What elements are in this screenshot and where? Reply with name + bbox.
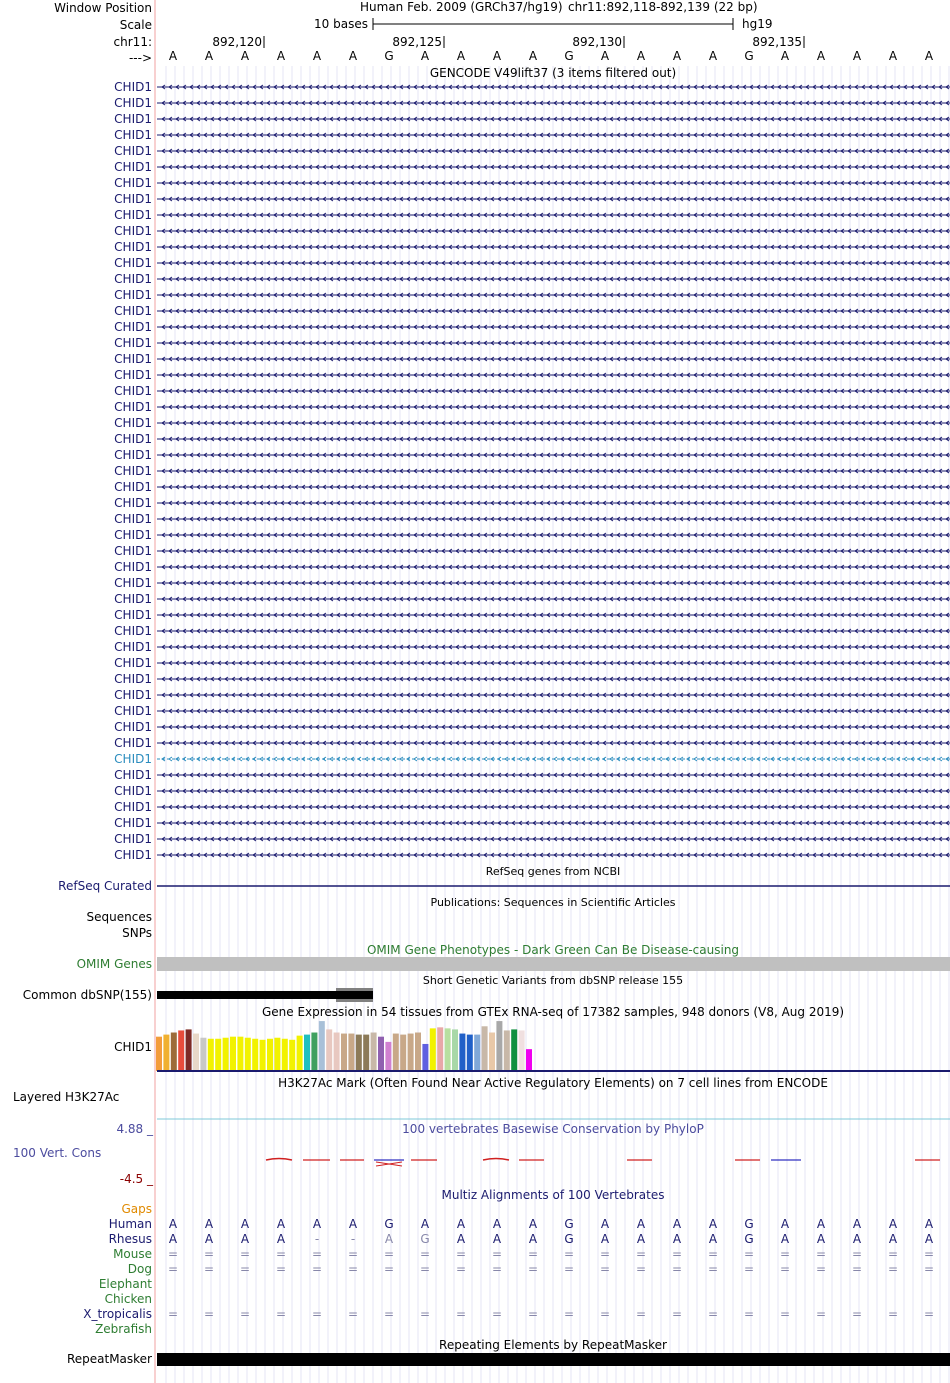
alignment-base: = (599, 1262, 611, 1276)
repeatmasker-bar (157, 1353, 950, 1366)
gtex-tissue-bar (519, 1030, 525, 1071)
gencode-transcript-label[interactable]: CHID1 (114, 640, 152, 654)
tick-label-2: 892,125 (392, 35, 442, 49)
tick-label-4: 892,135 (752, 35, 802, 49)
alignment-base: A (168, 1232, 178, 1246)
alignment-base: = (635, 1262, 647, 1276)
alignment-base: A (456, 1217, 466, 1231)
gtex-tissue-bar (378, 1037, 384, 1071)
alignment-base: = (707, 1247, 719, 1261)
species-label[interactable]: Rhesus (108, 1232, 152, 1246)
scale-bar-label: 10 bases (314, 17, 368, 31)
gtex-tissue-bar (230, 1037, 236, 1071)
alignment-base: A (636, 1232, 646, 1246)
alignment-base: A (456, 1232, 466, 1246)
alignment-base: - (350, 1232, 356, 1246)
gtex-tissue-bar (437, 1027, 443, 1071)
alignment-base: A (528, 1217, 538, 1231)
alignment-base: = (743, 1307, 755, 1321)
base-letter: A (456, 49, 466, 63)
base-letter: A (204, 49, 214, 63)
alignment-base: A (204, 1217, 214, 1231)
gaps-label: Gaps (121, 1202, 152, 1216)
tick-label-1: 892,120 (212, 35, 262, 49)
alignment-base: = (707, 1262, 719, 1276)
gencode-transcript-label[interactable]: CHID1 (114, 256, 152, 270)
alignment-base: = (923, 1262, 935, 1276)
phylop-score-mark (266, 1159, 292, 1161)
gtex-tissue-bar (282, 1039, 288, 1071)
chrom-label: chr11: (113, 35, 152, 49)
phylop-min-label: -4.5 _ (119, 1172, 153, 1186)
alignment-base: = (275, 1247, 287, 1261)
alignment-base: = (851, 1262, 863, 1276)
base-letter: A (348, 49, 358, 63)
alignment-base: = (383, 1262, 395, 1276)
base-letter: A (528, 49, 538, 63)
base-letter: A (492, 49, 502, 63)
alignment-base: = (239, 1247, 251, 1261)
gtex-tissue-bar (348, 1034, 354, 1071)
alignment-base: = (563, 1247, 575, 1261)
gtex-tissue-bar (452, 1029, 458, 1071)
base-letter: A (672, 49, 682, 63)
alignment-base: = (851, 1307, 863, 1321)
publications-track-title: Publications: Sequences in Scientific Articles (430, 896, 676, 909)
gencode-transcript-label[interactable]: CHID1 (114, 560, 152, 574)
base-letter: A (780, 49, 790, 63)
alignment-base: A (384, 1232, 394, 1246)
alignment-base: = (671, 1247, 683, 1261)
alignment-base: = (239, 1307, 251, 1321)
species-label[interactable]: Zebrafish (95, 1322, 152, 1336)
alignment-base: = (203, 1247, 215, 1261)
alignment-base: = (671, 1307, 683, 1321)
gtex-tissue-bar (334, 1033, 340, 1071)
gtex-tissue-bar (186, 1029, 192, 1071)
alignment-base: = (599, 1247, 611, 1261)
alignment-base: A (528, 1232, 538, 1246)
alignment-base: A (204, 1232, 214, 1246)
alignment-base: = (923, 1307, 935, 1321)
gencode-transcript-label[interactable]: CHID1 (114, 288, 152, 302)
gencode-transcript-label[interactable]: CHID1 (114, 784, 152, 798)
alignment-base: = (491, 1262, 503, 1276)
alignment-base: = (347, 1247, 359, 1261)
gtex-tissue-bar (459, 1034, 465, 1071)
alignment-base: = (203, 1262, 215, 1276)
gencode-transcript-label[interactable]: CHID1 (114, 432, 152, 446)
alignment-base: A (672, 1232, 682, 1246)
alignment-base: A (312, 1217, 322, 1231)
gencode-transcript-label[interactable]: CHID1 (114, 176, 152, 190)
alignment-base: = (887, 1307, 899, 1321)
base-letter: A (852, 49, 862, 63)
alignment-base: = (563, 1262, 575, 1276)
gtex-tissue-bar (467, 1035, 473, 1071)
alignment-base: = (635, 1307, 647, 1321)
alignment-base: A (600, 1217, 610, 1231)
gtex-tissue-bar (208, 1039, 214, 1071)
gtex-tissue-bar (156, 1037, 162, 1071)
gencode-transcript-label[interactable]: CHID1 (114, 768, 152, 782)
gtex-tissue-bar (511, 1029, 517, 1071)
species-label[interactable]: X_tropicalis (83, 1307, 152, 1321)
alignment-base: A (852, 1217, 862, 1231)
base-letter: G (564, 49, 574, 63)
gencode-transcript-label[interactable]: CHID1 (114, 224, 152, 238)
phylop-score-mark (376, 1162, 402, 1166)
base-letter: A (636, 49, 646, 63)
gencode-transcript-label[interactable]: CHID1 (114, 656, 152, 670)
alignment-base: = (671, 1262, 683, 1276)
alignment-base: = (887, 1262, 899, 1276)
omim-track-label[interactable]: OMIM Genes (76, 957, 152, 971)
alignment-base: A (276, 1232, 286, 1246)
alignment-base: = (167, 1262, 179, 1276)
alignment-base: = (419, 1262, 431, 1276)
species-label[interactable]: Mouse (113, 1247, 152, 1261)
gtex-tissue-bar (260, 1040, 266, 1071)
phylop-max-label: 4.88 _ (116, 1122, 153, 1136)
gencode-transcript-label[interactable]: CHID1 (114, 192, 152, 206)
gtex-tissue-bar (245, 1038, 251, 1071)
alignment-base: A (420, 1217, 430, 1231)
gencode-transcript-label[interactable]: CHID1 (114, 80, 152, 94)
alignment-base: = (419, 1247, 431, 1261)
base-letter: A (240, 49, 250, 63)
gencode-transcript-label[interactable]: CHID1 (114, 800, 152, 814)
gencode-transcript-label[interactable]: CHID1 (114, 704, 152, 718)
gtex-tissue-bar (171, 1033, 177, 1071)
base-letter: A (168, 49, 178, 63)
strand-arrows (162, 757, 949, 761)
alignment-base: G (564, 1232, 574, 1246)
alignment-base: = (527, 1307, 539, 1321)
alignment-base: A (240, 1232, 250, 1246)
alignment-base: A (240, 1217, 250, 1231)
gtex-tissue-bar (371, 1033, 377, 1071)
position-text[interactable]: chr11:892,118-892,139 (22 bp) (568, 0, 758, 14)
gtex-tissue-bar (215, 1039, 221, 1071)
alignment-base: = (455, 1307, 467, 1321)
omim-track-title: OMIM Gene Phenotypes - Dark Green Can Be Disease-causing (366, 943, 740, 957)
gencode-transcript-label[interactable]: CHID1 (114, 480, 152, 494)
species-label[interactable]: Chicken (104, 1292, 152, 1306)
tick-label-3: 892,130 (572, 35, 622, 49)
alignment-base: G (744, 1217, 754, 1231)
gtex-tissue-bar (326, 1029, 332, 1071)
alignment-base: = (743, 1262, 755, 1276)
gencode-transcript-label[interactable]: CHID1 (114, 512, 152, 526)
alignment-base: A (672, 1217, 682, 1231)
gtex-tissue-bar (297, 1036, 303, 1071)
alignment-base: A (492, 1217, 502, 1231)
assembly-title: Human Feb. 2009 (GRCh37/hg19) (360, 0, 563, 14)
alignment-base: G (420, 1232, 430, 1246)
base-letter: G (384, 49, 394, 63)
alignment-base: = (779, 1262, 791, 1276)
gencode-transcript-label[interactable]: CHID1 (114, 752, 152, 766)
omim-bar (157, 957, 950, 971)
phylop-score-mark (483, 1159, 509, 1161)
alignment-base: = (347, 1307, 359, 1321)
gencode-transcript-label[interactable]: CHID1 (114, 368, 152, 382)
alignment-base: = (779, 1307, 791, 1321)
gtex-tissue-bar (482, 1026, 488, 1071)
alignment-base: = (851, 1247, 863, 1261)
gtex-tissue-bar (252, 1039, 258, 1071)
alignment-base: G (384, 1217, 394, 1231)
gencode-transcript-label[interactable]: CHID1 (114, 848, 152, 862)
base-letter: A (816, 49, 826, 63)
gtex-tissue-bar (163, 1035, 169, 1071)
species-label[interactable]: Dog (127, 1262, 152, 1276)
gtex-tissue-bar (489, 1033, 495, 1071)
base-letter: A (276, 49, 286, 63)
alignment-base: = (815, 1247, 827, 1261)
base-letter: A (420, 49, 430, 63)
alignment-base: A (924, 1217, 934, 1231)
alignment-base: A (348, 1217, 358, 1231)
species-label[interactable]: Human (108, 1217, 152, 1231)
gtex-tissue-bar (415, 1033, 421, 1071)
publications-label-snps[interactable]: SNPs (122, 926, 152, 940)
gencode-transcript-label[interactable]: CHID1 (114, 464, 152, 478)
alignment-base: = (347, 1262, 359, 1276)
gencode-transcript-label[interactable]: CHID1 (114, 112, 152, 126)
gtex-tissue-bar (430, 1028, 436, 1071)
gtex-tissue-bar (408, 1034, 414, 1071)
alignment-base: = (527, 1247, 539, 1261)
gencode-transcript-label[interactable]: CHID1 (114, 592, 152, 606)
gtex-tissue-bar (400, 1035, 406, 1071)
strand-label: ---> (128, 51, 152, 65)
gencode-transcript-label[interactable]: CHID1 (114, 336, 152, 350)
gtex-track-title: Gene Expression in 54 tissues from GTEx RNA-seq of 17382 samples, 948 donors (V8, Aug 2019) (261, 1005, 845, 1019)
alignment-base: = (455, 1262, 467, 1276)
alignment-base: A (600, 1232, 610, 1246)
alignment-base: = (707, 1307, 719, 1321)
gtex-tissue-bar (356, 1035, 362, 1071)
gencode-transcript-label[interactable]: CHID1 (114, 352, 152, 366)
alignment-base: = (491, 1247, 503, 1261)
gtex-tissue-bar (223, 1038, 229, 1071)
scale-label: Scale (119, 18, 152, 32)
alignment-base: = (275, 1307, 287, 1321)
gencode-transcript-label[interactable]: CHID1 (114, 272, 152, 286)
alignment-base: = (815, 1307, 827, 1321)
alignment-base: A (816, 1232, 826, 1246)
alignment-base: = (383, 1307, 395, 1321)
repeatmasker-track-label[interactable]: RepeatMasker (66, 1352, 152, 1366)
gencode-transcript-label[interactable]: CHID1 (114, 160, 152, 174)
alignment-base: = (167, 1307, 179, 1321)
alignment-base: = (383, 1247, 395, 1261)
alignment-base: - (314, 1232, 320, 1246)
alignment-base: = (599, 1307, 611, 1321)
gtex-tissue-bar (304, 1035, 310, 1071)
gtex-tissue-bar (200, 1038, 206, 1071)
h3k27ac-track-title: H3K27Ac Mark (Often Found Near Active Regulatory Elements) on 7 cell lines from ENCODE (278, 1076, 828, 1090)
alignment-base: A (708, 1217, 718, 1231)
alignment-base: A (816, 1217, 826, 1231)
gencode-transcript-label[interactable]: CHID1 (114, 688, 152, 702)
multiz-track-title: Multiz Alignments of 100 Vertebrates (441, 1188, 665, 1202)
alignment-base: A (492, 1232, 502, 1246)
gencode-transcript-label[interactable]: CHID1 (114, 816, 152, 830)
phylop-track-label[interactable]: 100 Vert. Cons (13, 1146, 102, 1160)
species-label[interactable]: Elephant (98, 1277, 152, 1291)
base-letter: A (888, 49, 898, 63)
gencode-transcript-label[interactable]: CHID1 (114, 240, 152, 254)
base-letter: A (312, 49, 322, 63)
gencode-transcript-label[interactable]: CHID1 (114, 144, 152, 158)
alignment-base: = (527, 1262, 539, 1276)
gencode-transcript-label[interactable]: CHID1 (114, 400, 152, 414)
alignment-base: = (887, 1247, 899, 1261)
refseq-track-label[interactable]: RefSeq Curated (58, 879, 152, 893)
gtex-tissue-bar (274, 1038, 280, 1071)
alignment-base: = (563, 1307, 575, 1321)
alignment-base: A (888, 1232, 898, 1246)
base-letter: A (708, 49, 718, 63)
alignment-base: = (455, 1247, 467, 1261)
alignment-base: = (635, 1247, 647, 1261)
gencode-transcript-label[interactable]: CHID1 (114, 128, 152, 142)
gencode-transcript-label[interactable]: CHID1 (114, 624, 152, 638)
gtex-tissue-bar (319, 1021, 325, 1071)
gencode-transcript-label[interactable]: CHID1 (114, 544, 152, 558)
gtex-tissue-bar (385, 1042, 391, 1071)
alignment-base: = (203, 1307, 215, 1321)
base-letter: A (924, 49, 934, 63)
alignment-base: A (888, 1217, 898, 1231)
gtex-track-label[interactable]: CHID1 (114, 1040, 152, 1054)
base-letter: A (600, 49, 610, 63)
gtex-tissue-bar (237, 1037, 243, 1071)
gtex-tissue-bar (178, 1030, 184, 1071)
gtex-tissue-bar (526, 1049, 532, 1071)
alignment-base: = (419, 1307, 431, 1321)
alignment-base: = (311, 1262, 323, 1276)
gencode-transcript-label[interactable]: CHID1 (114, 576, 152, 590)
gtex-tissue-bar (504, 1030, 510, 1071)
gtex-tissue-bar (311, 1033, 317, 1071)
gencode-transcript-label[interactable]: CHID1 (114, 304, 152, 318)
dbsnp-track-title: Short Genetic Variants from dbSNP release 155 (422, 974, 684, 987)
phylop-track-title: 100 vertebrates Basewise Conservation by PhyloP (402, 1122, 704, 1136)
gencode-transcript-label[interactable]: CHID1 (114, 528, 152, 542)
alignment-base: A (780, 1232, 790, 1246)
gtex-tissue-bar (393, 1034, 399, 1071)
gtex-tissue-bar (289, 1040, 295, 1071)
alignment-base: = (491, 1307, 503, 1321)
gencode-transcript-label[interactable]: CHID1 (114, 672, 152, 686)
gtex-tissue-bar (445, 1028, 451, 1071)
gencode-transcript-label[interactable]: CHID1 (114, 96, 152, 110)
gtex-tissue-bar (422, 1044, 428, 1071)
alignment-base: = (275, 1262, 287, 1276)
gtex-tissue-bar (363, 1035, 369, 1071)
alignment-base: A (708, 1232, 718, 1246)
alignment-base: = (779, 1247, 791, 1261)
gencode-transcript-label[interactable]: CHID1 (114, 208, 152, 222)
gencode-transcript-label[interactable]: CHID1 (114, 384, 152, 398)
gencode-transcript-label[interactable]: CHID1 (114, 608, 152, 622)
alignment-base: = (311, 1307, 323, 1321)
alignment-base: G (744, 1232, 754, 1246)
gtex-tissue-bar (267, 1039, 273, 1071)
repeatmasker-track-title: Repeating Elements by RepeatMasker (439, 1338, 667, 1352)
alignment-base: = (815, 1262, 827, 1276)
gtex-tissue-bar (193, 1034, 199, 1071)
gencode-transcript-label[interactable]: CHID1 (114, 416, 152, 430)
gtex-tissue-bar (341, 1034, 347, 1071)
alignment-base: A (780, 1217, 790, 1231)
alignment-base: = (167, 1247, 179, 1261)
gtex-tissue-bar (474, 1035, 480, 1071)
gencode-transcript-label[interactable]: CHID1 (114, 832, 152, 846)
alignment-base: G (564, 1217, 574, 1231)
gencode-transcript-label[interactable]: CHID1 (114, 496, 152, 510)
h3k27ac-track-label[interactable]: Layered H3K27Ac (13, 1090, 120, 1104)
base-letter: G (744, 49, 754, 63)
gencode-transcript-label[interactable]: CHID1 (114, 736, 152, 750)
db-label: hg19 (742, 17, 773, 31)
alignment-base: A (924, 1232, 934, 1246)
dbsnp-variant-core (336, 991, 373, 999)
gencode-transcript-label[interactable]: CHID1 (114, 448, 152, 462)
refseq-track-title: RefSeq genes from NCBI (485, 865, 621, 878)
alignment-base: A (852, 1232, 862, 1246)
gencode-transcript-label[interactable]: CHID1 (114, 720, 152, 734)
alignment-base: = (239, 1262, 251, 1276)
alignment-base: = (923, 1247, 935, 1261)
window-position-label: Window Position (54, 1, 152, 15)
gencode-track-title: GENCODE V49lift37 (3 items filtered out) (429, 66, 677, 80)
alignment-base: A (168, 1217, 178, 1231)
dbsnp-track-label[interactable]: Common dbSNP(155) (22, 988, 152, 1002)
gencode-transcript-label[interactable]: CHID1 (114, 320, 152, 334)
gtex-tissue-bar (496, 1021, 502, 1071)
alignment-base: A (276, 1217, 286, 1231)
alignment-base: = (311, 1247, 323, 1261)
publications-label-sequences[interactable]: Sequences (86, 910, 152, 924)
alignment-base: = (743, 1247, 755, 1261)
alignment-base: A (636, 1217, 646, 1231)
